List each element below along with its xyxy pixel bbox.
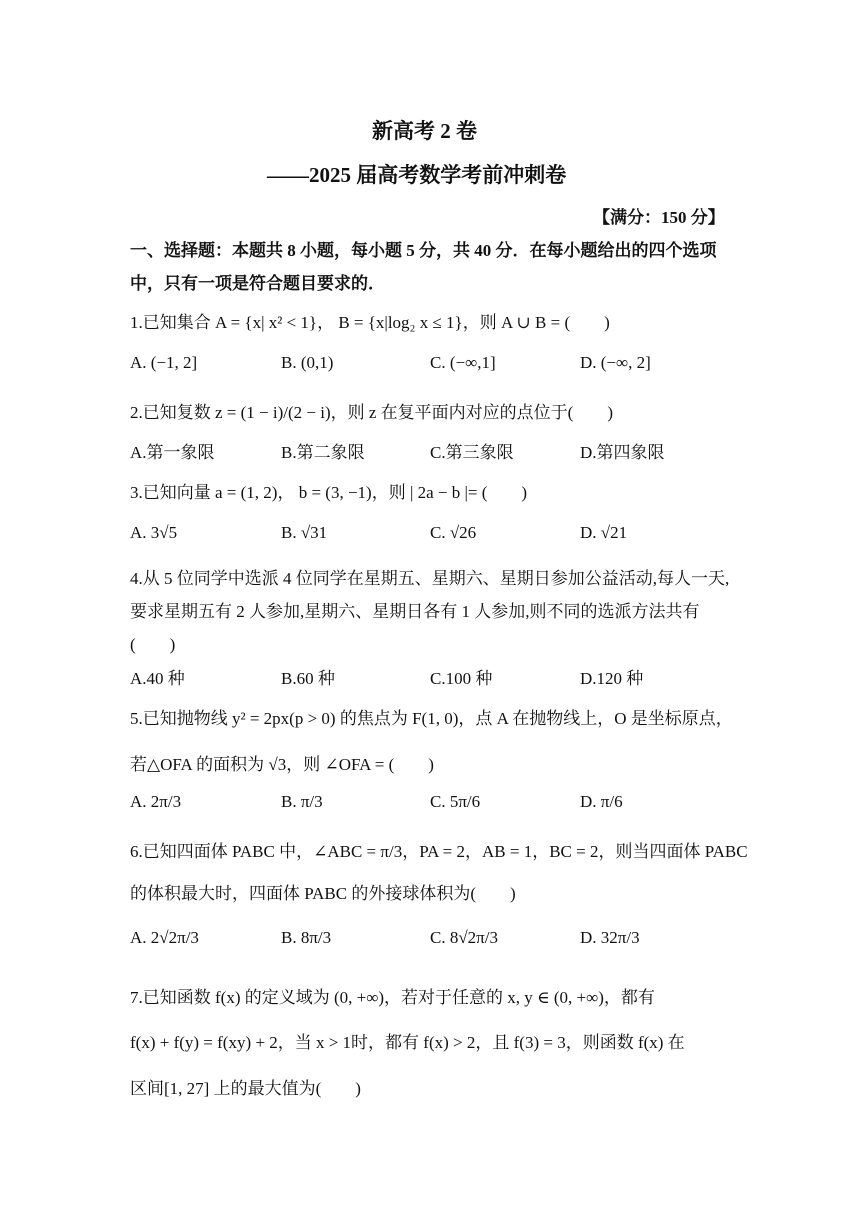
q2-option-d: D.第四象限 [580, 443, 665, 462]
q3-option-b: B. √31 [281, 523, 328, 542]
question-4-line2: 要求星期五有 2 人参加,星期六、星期日各有 1 人参加,则不同的选派方法共有 [130, 602, 700, 621]
q4-option-b: B.60 种 [281, 669, 335, 688]
page-title: 新高考 2 卷 [372, 119, 477, 143]
question-4-line1: 4.从 5 位同学中选派 4 位同学在星期五、星期六、星期日参加公益活动,每人一天, [130, 569, 730, 588]
q6-option-d: D. 32π/3 [580, 928, 640, 947]
q5-option-c: C. 5π/6 [430, 792, 481, 811]
section-heading-line1: 一、选择题：本题共 8 小题，每小题 5 分，共 40 分．在每小题给出的四个选项 [130, 241, 717, 260]
question-4-line3: ( ) [130, 635, 176, 654]
question-5-line1: 5.已知抛物线 y² = 2px(p > 0) 的焦点为 F(1, 0)，点 A 在抛物线上，O 是坐标原点， [130, 709, 733, 728]
question-2-stem: 2.已知复数 z = (1 − i)/(2 − i)，则 z 在复平面内对应的点位于( ) [130, 403, 613, 422]
question-7-line2: f(x) + f(y) = f(xy) + 2，当 x > 1时，都有 f(x) > 2，且 f(3) = 3，则函数 f(x) 在 [130, 1033, 685, 1052]
q4-option-c: C.100 种 [430, 669, 493, 688]
q3-option-d: D. √21 [580, 523, 628, 542]
page-subtitle: ——2025 届高考数学考前冲刺卷 [267, 163, 567, 187]
q2-option-b: B.第二象限 [281, 443, 365, 462]
q2-option-c: C.第三象限 [430, 443, 514, 462]
q4-option-a: A.40 种 [130, 669, 185, 688]
q1-option-b: B. (0,1) [281, 353, 334, 372]
q5-option-b: B. π/3 [281, 792, 323, 811]
question-6-line1: 6.已知四面体 PABC 中，∠ABC = π/3，PA = 2，AB = 1，BC = 2，则当四面体 PABC [130, 842, 748, 861]
q3-option-a: A. 3√5 [130, 523, 178, 542]
q3-option-c: C. √26 [430, 523, 477, 542]
section-heading-line2: 中，只有一项是符合题目要求的． [130, 274, 385, 293]
q1-option-a: A. (−1, 2] [130, 353, 198, 372]
question-5-line2: 若△OFA 的面积为 √3，则 ∠OFA = ( ) [130, 755, 434, 774]
question-7-line3: 区间[1, 27] 上的最大值为( ) [130, 1079, 361, 1098]
q4-option-d: D.120 种 [580, 669, 644, 688]
q5-option-a: A. 2π/3 [130, 792, 182, 811]
q2-option-a: A.第一象限 [130, 443, 215, 462]
question-3-stem: 3.已知向量 a = (1, 2)， b = (3, −1)，则 | 2a − b |= ( ) [130, 483, 528, 502]
question-7-line1: 7.已知函数 f(x) 的定义域为 (0, +∞)，若对于任意的 x, y ∈ (0, +∞)，都有 [130, 988, 655, 1007]
question-1-stem: 1.已知集合 A = {x| x² < 1}， B = {x|log₂ x ≤ 1}，则 A ∪ B = ( ) [130, 313, 610, 332]
q1-option-d: D. (−∞, 2] [580, 353, 651, 372]
question-6-line2: 的体积最大时，四面体 PABC 的外接球体积为( ) [130, 884, 516, 903]
q6-option-a: A. 2√2π/3 [130, 928, 199, 947]
q1-option-c: C. (−∞,1] [430, 353, 496, 372]
q6-option-c: C. 8√2π/3 [430, 928, 498, 947]
full-score: 【满分：150 分】 [593, 208, 725, 227]
q5-option-d: D. π/6 [580, 792, 623, 811]
q6-option-b: B. 8π/3 [281, 928, 332, 947]
